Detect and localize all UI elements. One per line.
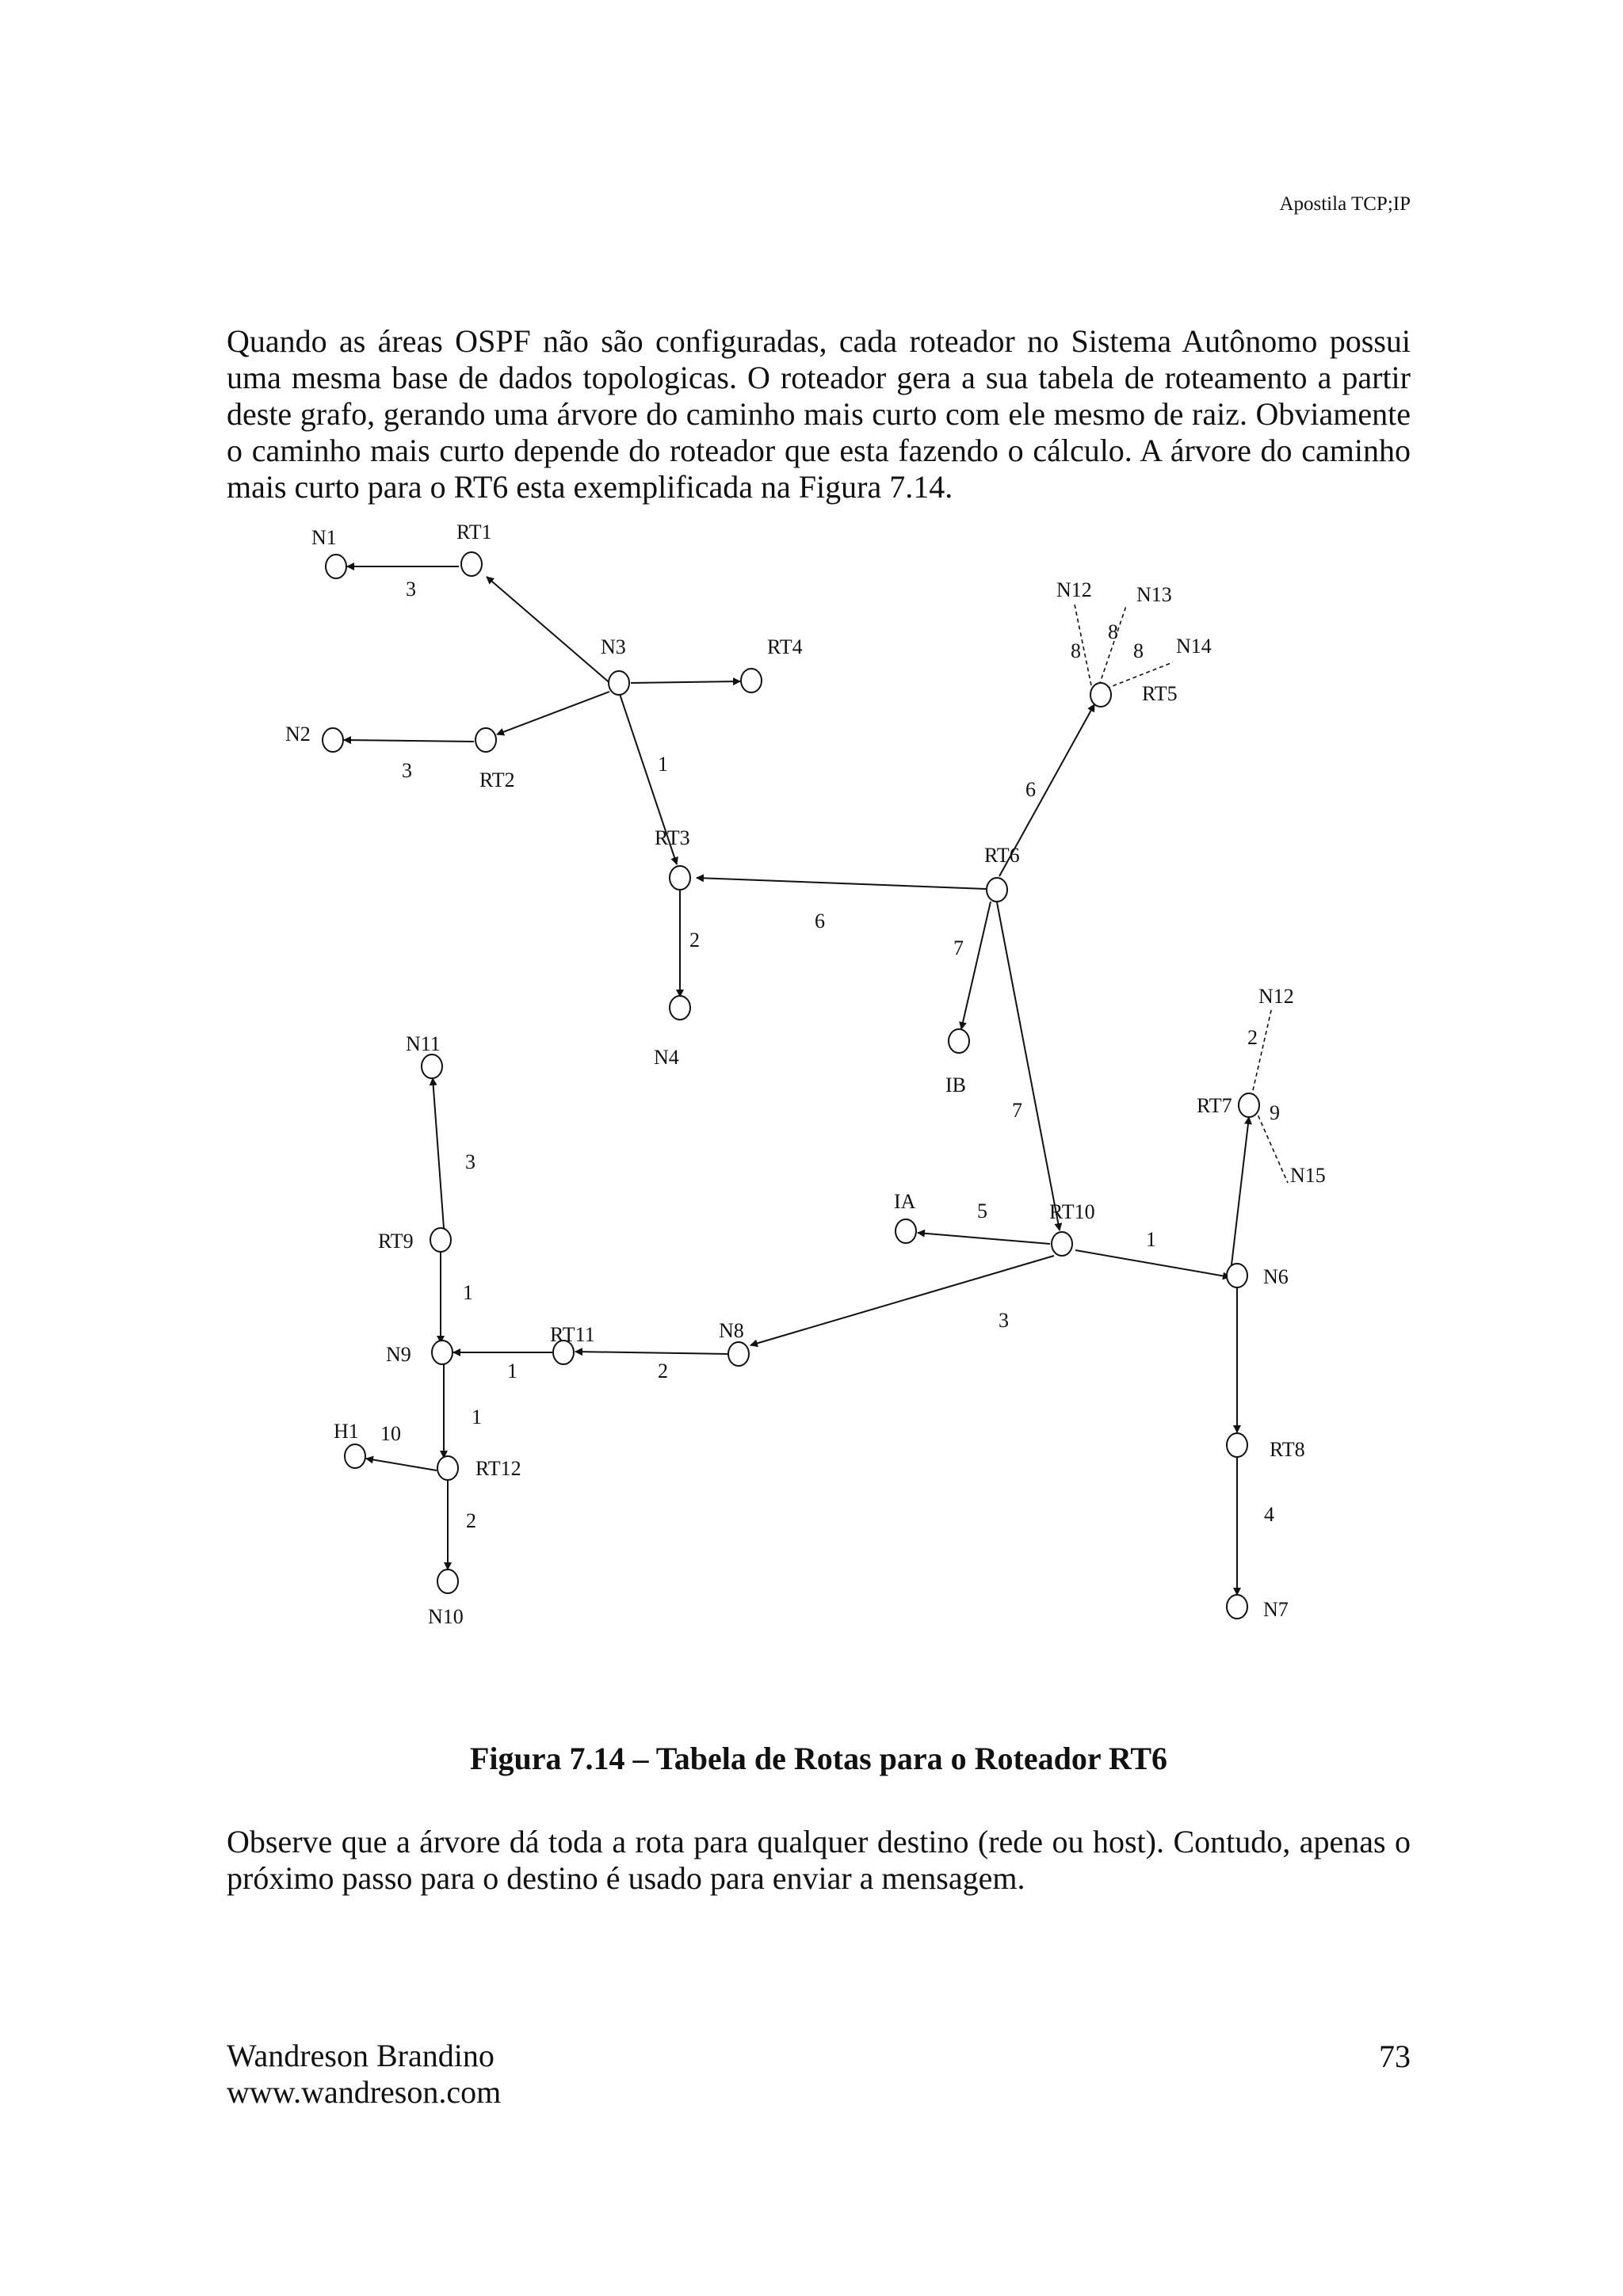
edge-rt6-rt10 (997, 902, 1060, 1230)
node-n3 (609, 671, 629, 695)
label-n11: N11 (406, 1032, 441, 1055)
cost-rt9-n9: 1 (463, 1281, 473, 1304)
node-rt9 (430, 1228, 451, 1252)
label-rt11: RT11 (550, 1323, 595, 1346)
node-h1 (345, 1444, 365, 1468)
node-ib (949, 1029, 969, 1053)
label-rt5: RT5 (1142, 682, 1178, 705)
label-n6: N6 (1263, 1265, 1289, 1288)
node-n1 (326, 555, 346, 578)
cost-n9-rt12: 1 (472, 1405, 482, 1428)
node-rt3 (670, 866, 690, 890)
footer-website: www.wandreson.com (227, 2074, 502, 2110)
cost-n3-rt3: 1 (658, 753, 668, 776)
label-n13: N13 (1136, 583, 1172, 606)
label-n7: N7 (1263, 1598, 1289, 1621)
edge-rt9-n11 (433, 1078, 444, 1228)
node-rt6 (987, 878, 1007, 902)
label-rt3: RT3 (655, 826, 690, 849)
node-ia (896, 1219, 916, 1243)
cost-rt2-n2: 3 (402, 759, 412, 782)
node-n7 (1227, 1595, 1247, 1619)
label-n1: N1 (311, 526, 337, 549)
node-rt1 (461, 552, 482, 576)
cost-rt5-n13: 8 (1108, 620, 1118, 643)
cost-rt5-n14: 8 (1133, 639, 1144, 662)
page-number: 73 (1379, 2039, 1411, 2074)
label-rt1: RT1 (456, 523, 492, 543)
label-rt6: RT6 (984, 844, 1020, 867)
cost-n8-rt11: 2 (658, 1360, 668, 1383)
node-n6 (1227, 1264, 1247, 1287)
edge-n3-rt2 (497, 692, 609, 734)
cost-rt10-ia: 5 (977, 1199, 987, 1222)
edge-rt10-n6 (1075, 1250, 1230, 1277)
node-n2 (323, 728, 343, 752)
label-rt4: RT4 (767, 635, 803, 658)
footer-author: Wandreson Brandino (227, 2038, 495, 2073)
label-rt9: RT9 (378, 1230, 414, 1253)
label-ia: IA (894, 1190, 916, 1213)
label-rt8: RT8 (1270, 1438, 1305, 1461)
edge-rt10-n8 (750, 1256, 1054, 1345)
edge-n3-rt1 (487, 577, 613, 685)
label-n2: N2 (285, 723, 311, 746)
cost-rt10-n6: 1 (1146, 1228, 1156, 1251)
node-rt4 (741, 669, 762, 692)
edge-n6-rt7 (1231, 1117, 1249, 1272)
tree-edges (344, 566, 1249, 1595)
node-n4 (670, 996, 690, 1020)
label-n12-rt7: N12 (1258, 985, 1294, 1008)
cost-rt7-n15: 9 (1270, 1101, 1280, 1124)
paragraph-observation: Observe que a árvore dá toda a rota para qualquer destino (rede ou host). Contudo, apenas o próximo passo para o destino é usado para enviar a mensagem. (227, 1824, 1411, 1896)
cost-rt11-n9: 1 (507, 1360, 517, 1383)
figure-caption: Figura 7.14 – Tabela de Rotas para o Roteador RT6 (469, 1741, 1168, 1776)
node-rt2 (475, 728, 496, 752)
edge-rt2-n2 (344, 740, 474, 742)
cost-rt6-rt3: 6 (815, 910, 825, 933)
label-rt10: RT10 (1049, 1200, 1095, 1223)
cost-rt9-n11: 3 (465, 1150, 475, 1173)
cost-rt12-h1: 10 (380, 1422, 401, 1445)
label-n10: N10 (428, 1605, 464, 1628)
label-rt12: RT12 (475, 1457, 521, 1480)
footer-author-block (227, 2038, 501, 2111)
node-rt7 (1239, 1093, 1259, 1117)
shortest-path-tree-figure (269, 523, 1379, 1711)
label-n4: N4 (654, 1046, 679, 1069)
edge-n3-rt4 (631, 681, 740, 683)
cost-rt3-n4: 2 (689, 929, 700, 952)
cost-rt6-ib: 7 (953, 936, 964, 959)
label-ib: IB (945, 1074, 966, 1097)
edge-cost-labels (380, 578, 1280, 1532)
label-n8: N8 (719, 1319, 744, 1342)
cost-rt1-n1: 3 (406, 578, 416, 601)
edge-rt6-ib (961, 902, 991, 1029)
node-rt12 (437, 1456, 458, 1480)
edge-rt6-rt3 (697, 878, 986, 889)
edge-rt5-n13 (1099, 606, 1126, 685)
tree-nodes (323, 552, 1259, 1619)
node-n11 (422, 1055, 442, 1078)
label-rt2: RT2 (479, 769, 515, 791)
cost-rt10-n8: 3 (999, 1309, 1009, 1332)
node-n8 (728, 1342, 749, 1366)
node-rt5 (1090, 683, 1111, 707)
node-rt8 (1227, 1433, 1247, 1457)
paragraph-intro: Quando as áreas OSPF não são configuradas, cada roteador no Sistema Autônomo possui uma mesma base de dados topologicas. O roteador gera a sua tabela de roteamento a partir deste grafo, gerando uma árvore do caminho mais curto com ele mesmo de raiz. Obviamente o caminho mais curto depende do roteador que esta fazendo o cálculo. A árvore do caminho mais curto para o RT6 esta exemplificada na Figura 7.14. (227, 323, 1411, 505)
cost-rt12-n10: 2 (466, 1509, 476, 1532)
label-n14: N14 (1176, 635, 1212, 658)
cost-n6-rt8: 4 (1264, 1503, 1274, 1526)
cost-rt6-rt5: 6 (1025, 778, 1036, 801)
node-n9 (432, 1341, 453, 1364)
cost-rt6-rt10: 7 (1012, 1099, 1022, 1122)
node-rt10 (1052, 1232, 1072, 1256)
edge-rt7-n12 (1251, 1007, 1272, 1097)
label-n12: N12 (1056, 578, 1092, 601)
label-n3: N3 (601, 635, 626, 658)
edge-n8-rt11 (575, 1352, 728, 1354)
label-n9: N9 (386, 1343, 411, 1366)
cost-rt5-n12: 8 (1071, 639, 1081, 662)
edge-rt10-ia (918, 1233, 1050, 1244)
label-h1: H1 (334, 1420, 359, 1443)
node-n10 (437, 1569, 458, 1593)
edge-rt12-h1 (366, 1459, 437, 1470)
running-header: Apostila TCP;IP (1279, 193, 1411, 215)
label-rt7: RT7 (1197, 1094, 1232, 1117)
cost-rt7-n12: 2 (1247, 1026, 1258, 1049)
label-n15: N15 (1290, 1164, 1326, 1187)
